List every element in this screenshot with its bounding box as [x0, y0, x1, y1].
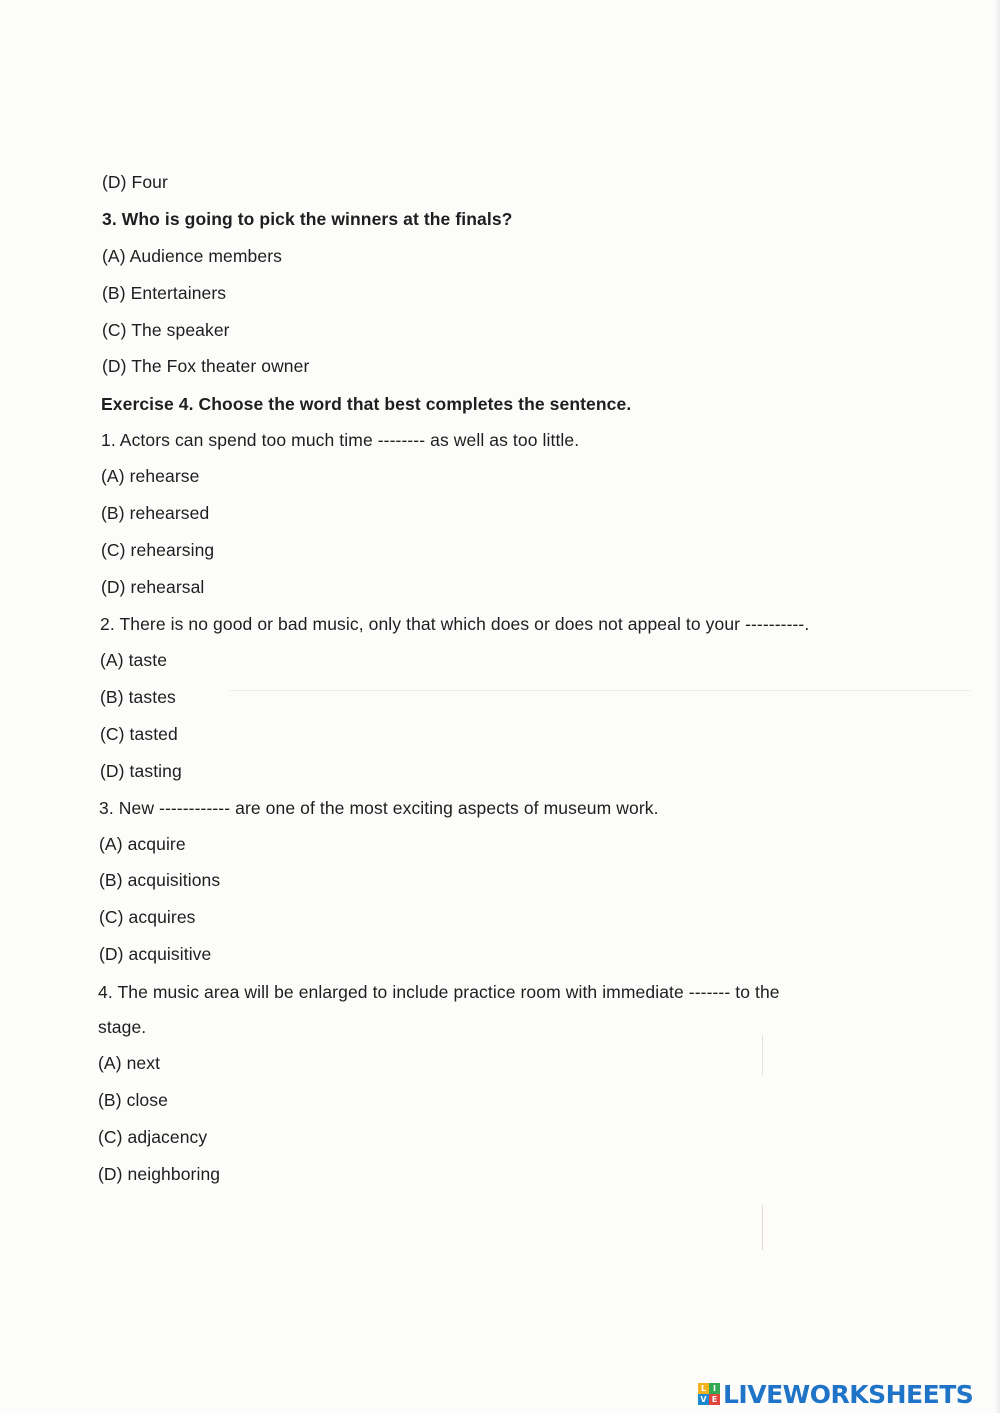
- ex4-question-4-continued: stage.: [98, 1017, 147, 1037]
- option-3c: (C) The speaker: [102, 320, 230, 340]
- logo-mark-letter: I: [709, 1383, 720, 1394]
- ex4-q3-option-c: (C) acquires: [99, 907, 196, 927]
- scan-artifact-line: [230, 690, 970, 691]
- ex4-q4-option-c: (C) adjacency: [98, 1127, 208, 1147]
- logo-mark-letter: L: [698, 1383, 709, 1394]
- ex4-q3-option-b: (B) acquisitions: [99, 870, 221, 890]
- ex4-q2-option-a: (A) taste: [100, 650, 168, 670]
- ex4-q4-option-d: (D) neighboring: [98, 1164, 221, 1184]
- ex4-q2-option-b: (B) tastes: [100, 687, 176, 707]
- ex4-q3-option-a: (A) acquire: [99, 834, 186, 854]
- option-3b: (B) Entertainers: [102, 283, 227, 303]
- liveworksheets-logo: [698, 1379, 973, 1409]
- scan-edge-shadow: [994, 0, 1000, 1413]
- liveworksheets-logo-text: LIVEWORKSHEETS: [723, 1379, 974, 1409]
- scan-artifact-mark: [762, 1035, 763, 1075]
- scan-artifact-mark: [762, 1205, 763, 1250]
- ex4-question-3: 3. New ------------ are one of the most exciting aspects of museum work.: [99, 798, 659, 818]
- ex4-q1-option-c: (C) rehearsing: [101, 540, 215, 560]
- logo-mark-letter: E: [709, 1394, 720, 1405]
- ex4-question-1: 1. Actors can spend too much time -------- as well as too little.: [101, 430, 580, 450]
- question-3-heading: 3. Who is going to pick the winners at the finals?: [102, 209, 513, 229]
- option-3d-four: (D) Four: [102, 172, 168, 192]
- ex4-question-2: 2. There is no good or bad music, only that which does or does not appeal to your ----------.: [100, 614, 810, 634]
- exercise-4-heading: Exercise 4. Choose the word that best completes the sentence.: [101, 394, 632, 414]
- option-3d: (D) The Fox theater owner: [102, 356, 310, 376]
- ex4-q4-option-a: (A) next: [98, 1053, 161, 1073]
- ex4-question-4: 4. The music area will be enlarged to include practice room with immediate ------- to the: [98, 982, 780, 1002]
- ex4-q3-option-d: (D) acquisitive: [99, 944, 212, 964]
- ex4-q1-option-a: (A) rehearse: [101, 466, 200, 486]
- ex4-q1-option-d: (D) rehearsal: [101, 577, 205, 597]
- ex4-q4-option-b: (B) close: [98, 1090, 168, 1110]
- option-3a: (A) Audience members: [102, 246, 282, 266]
- logo-mark-letter: V: [698, 1394, 709, 1405]
- ex4-q1-option-b: (B) rehearsed: [101, 503, 210, 523]
- ex4-q2-option-c: (C) tasted: [100, 724, 178, 744]
- ex4-q2-option-d: (D) tasting: [100, 761, 182, 781]
- liveworksheets-logo-mark-icon: [698, 1383, 720, 1405]
